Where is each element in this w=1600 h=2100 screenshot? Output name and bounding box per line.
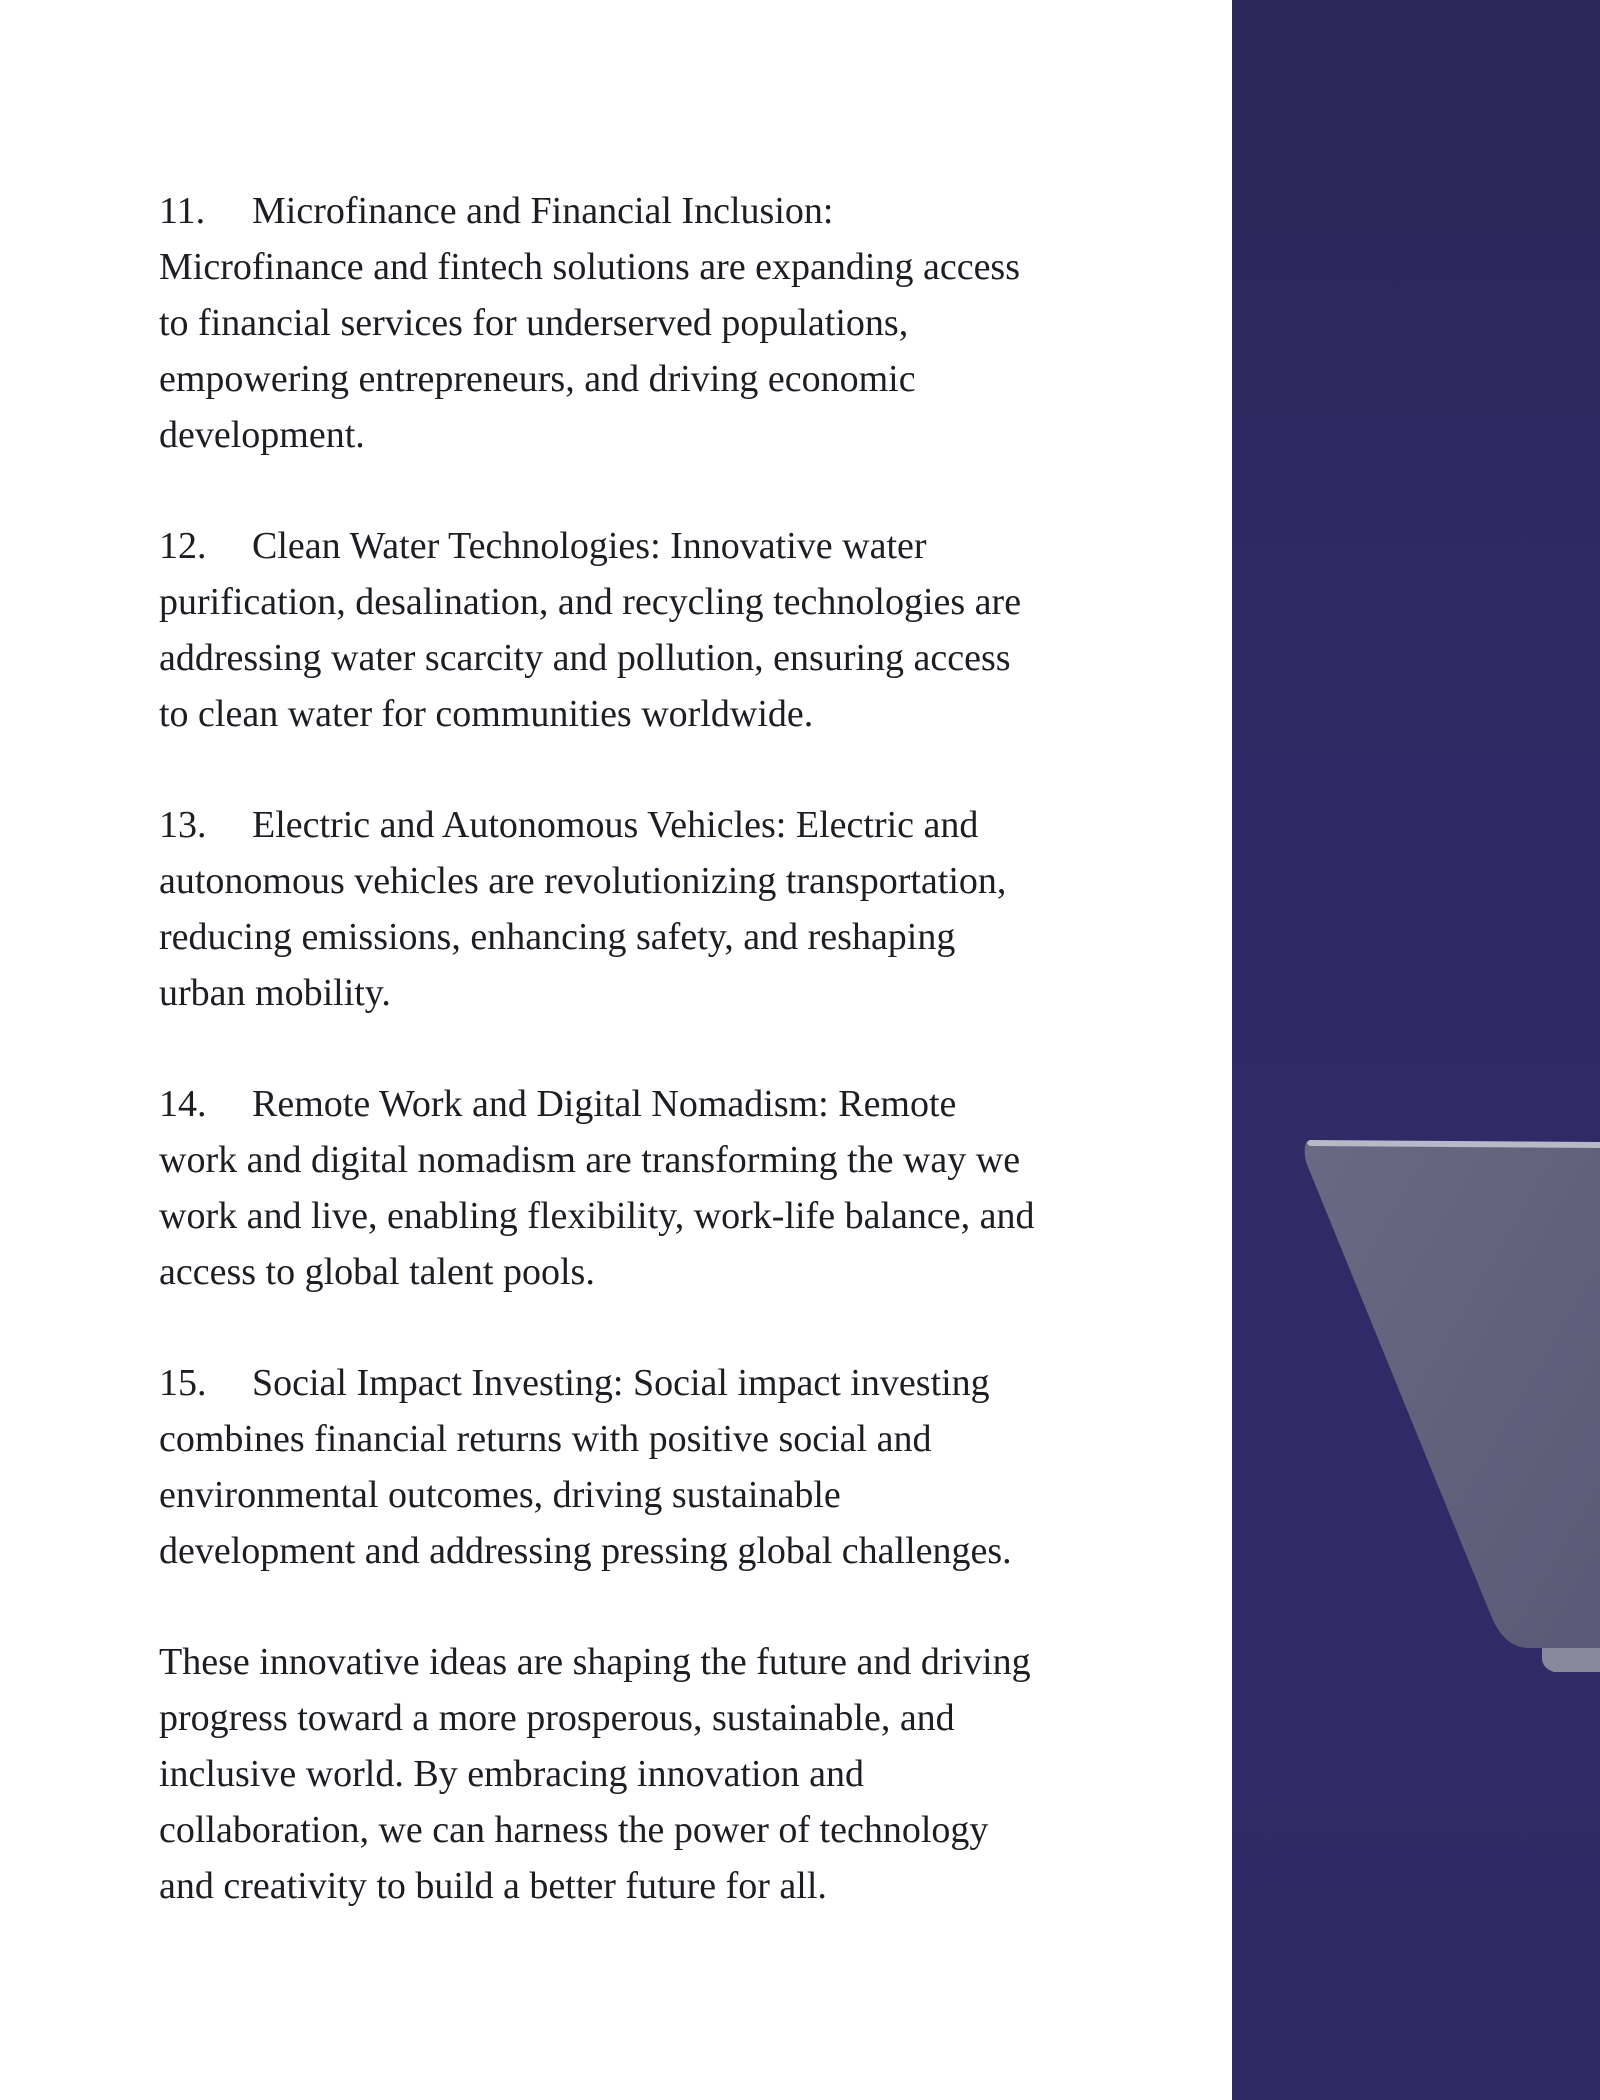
item-text: Remote Work and Digital Nomadism: Remote work and digital nomadism are transforming the way we work and live, enabling flexibility, work-life balance, and access to global talent pools.: [159, 1083, 1035, 1293]
list-item-11: [159, 183, 1159, 463]
laptop-illustration: [1232, 0, 1600, 2100]
laptop-hinge: [1542, 1648, 1600, 1672]
closing-paragraph: These innovative ideas are shaping the future and driving progress toward a more prosperous, sustainable, and inclusive world. By embracing innovation and collaboration, we can harness the power of technology and creativity to build a better future for all.: [159, 1641, 1031, 1907]
laptop-screen-back: [1305, 1140, 1600, 1648]
list-item-12: [159, 518, 1159, 742]
list-item-14: [159, 1076, 1159, 1300]
item-number: 15.: [159, 1362, 207, 1404]
list-item-13: [159, 797, 1159, 1021]
item-text: Microfinance and Financial Inclusion: Microfinance and fintech solutions are expanding access to financial services for underserved populations, empowering entrepreneurs, and driving economic development.: [159, 190, 1021, 456]
item-number: 11.: [159, 190, 206, 232]
page-content: [159, 183, 1159, 1914]
item-text: Social Impact Investing: Social impact investing combines financial returns with positive social and environmental outcomes, driving sustainable development and addressing pressing global challenges.: [159, 1362, 1012, 1572]
item-text: Electric and Autonomous Vehicles: Electric and autonomous vehicles are revolutionizing transportation, reducing emissions, enhancing safety, and reshaping urban mobility.: [159, 804, 1007, 1014]
item-number: 14.: [159, 1083, 207, 1125]
decorative-side-panel: [1232, 0, 1600, 2100]
item-text: Clean Water Technologies: Innovative water purification, desalination, and recycling technologies are addressing water scarcity and pollution, ensuring access to clean water for communities worldwide.: [159, 525, 1022, 735]
item-number: 13.: [159, 804, 207, 846]
item-number: 12.: [159, 525, 207, 567]
list-item-15: [159, 1355, 1159, 1579]
